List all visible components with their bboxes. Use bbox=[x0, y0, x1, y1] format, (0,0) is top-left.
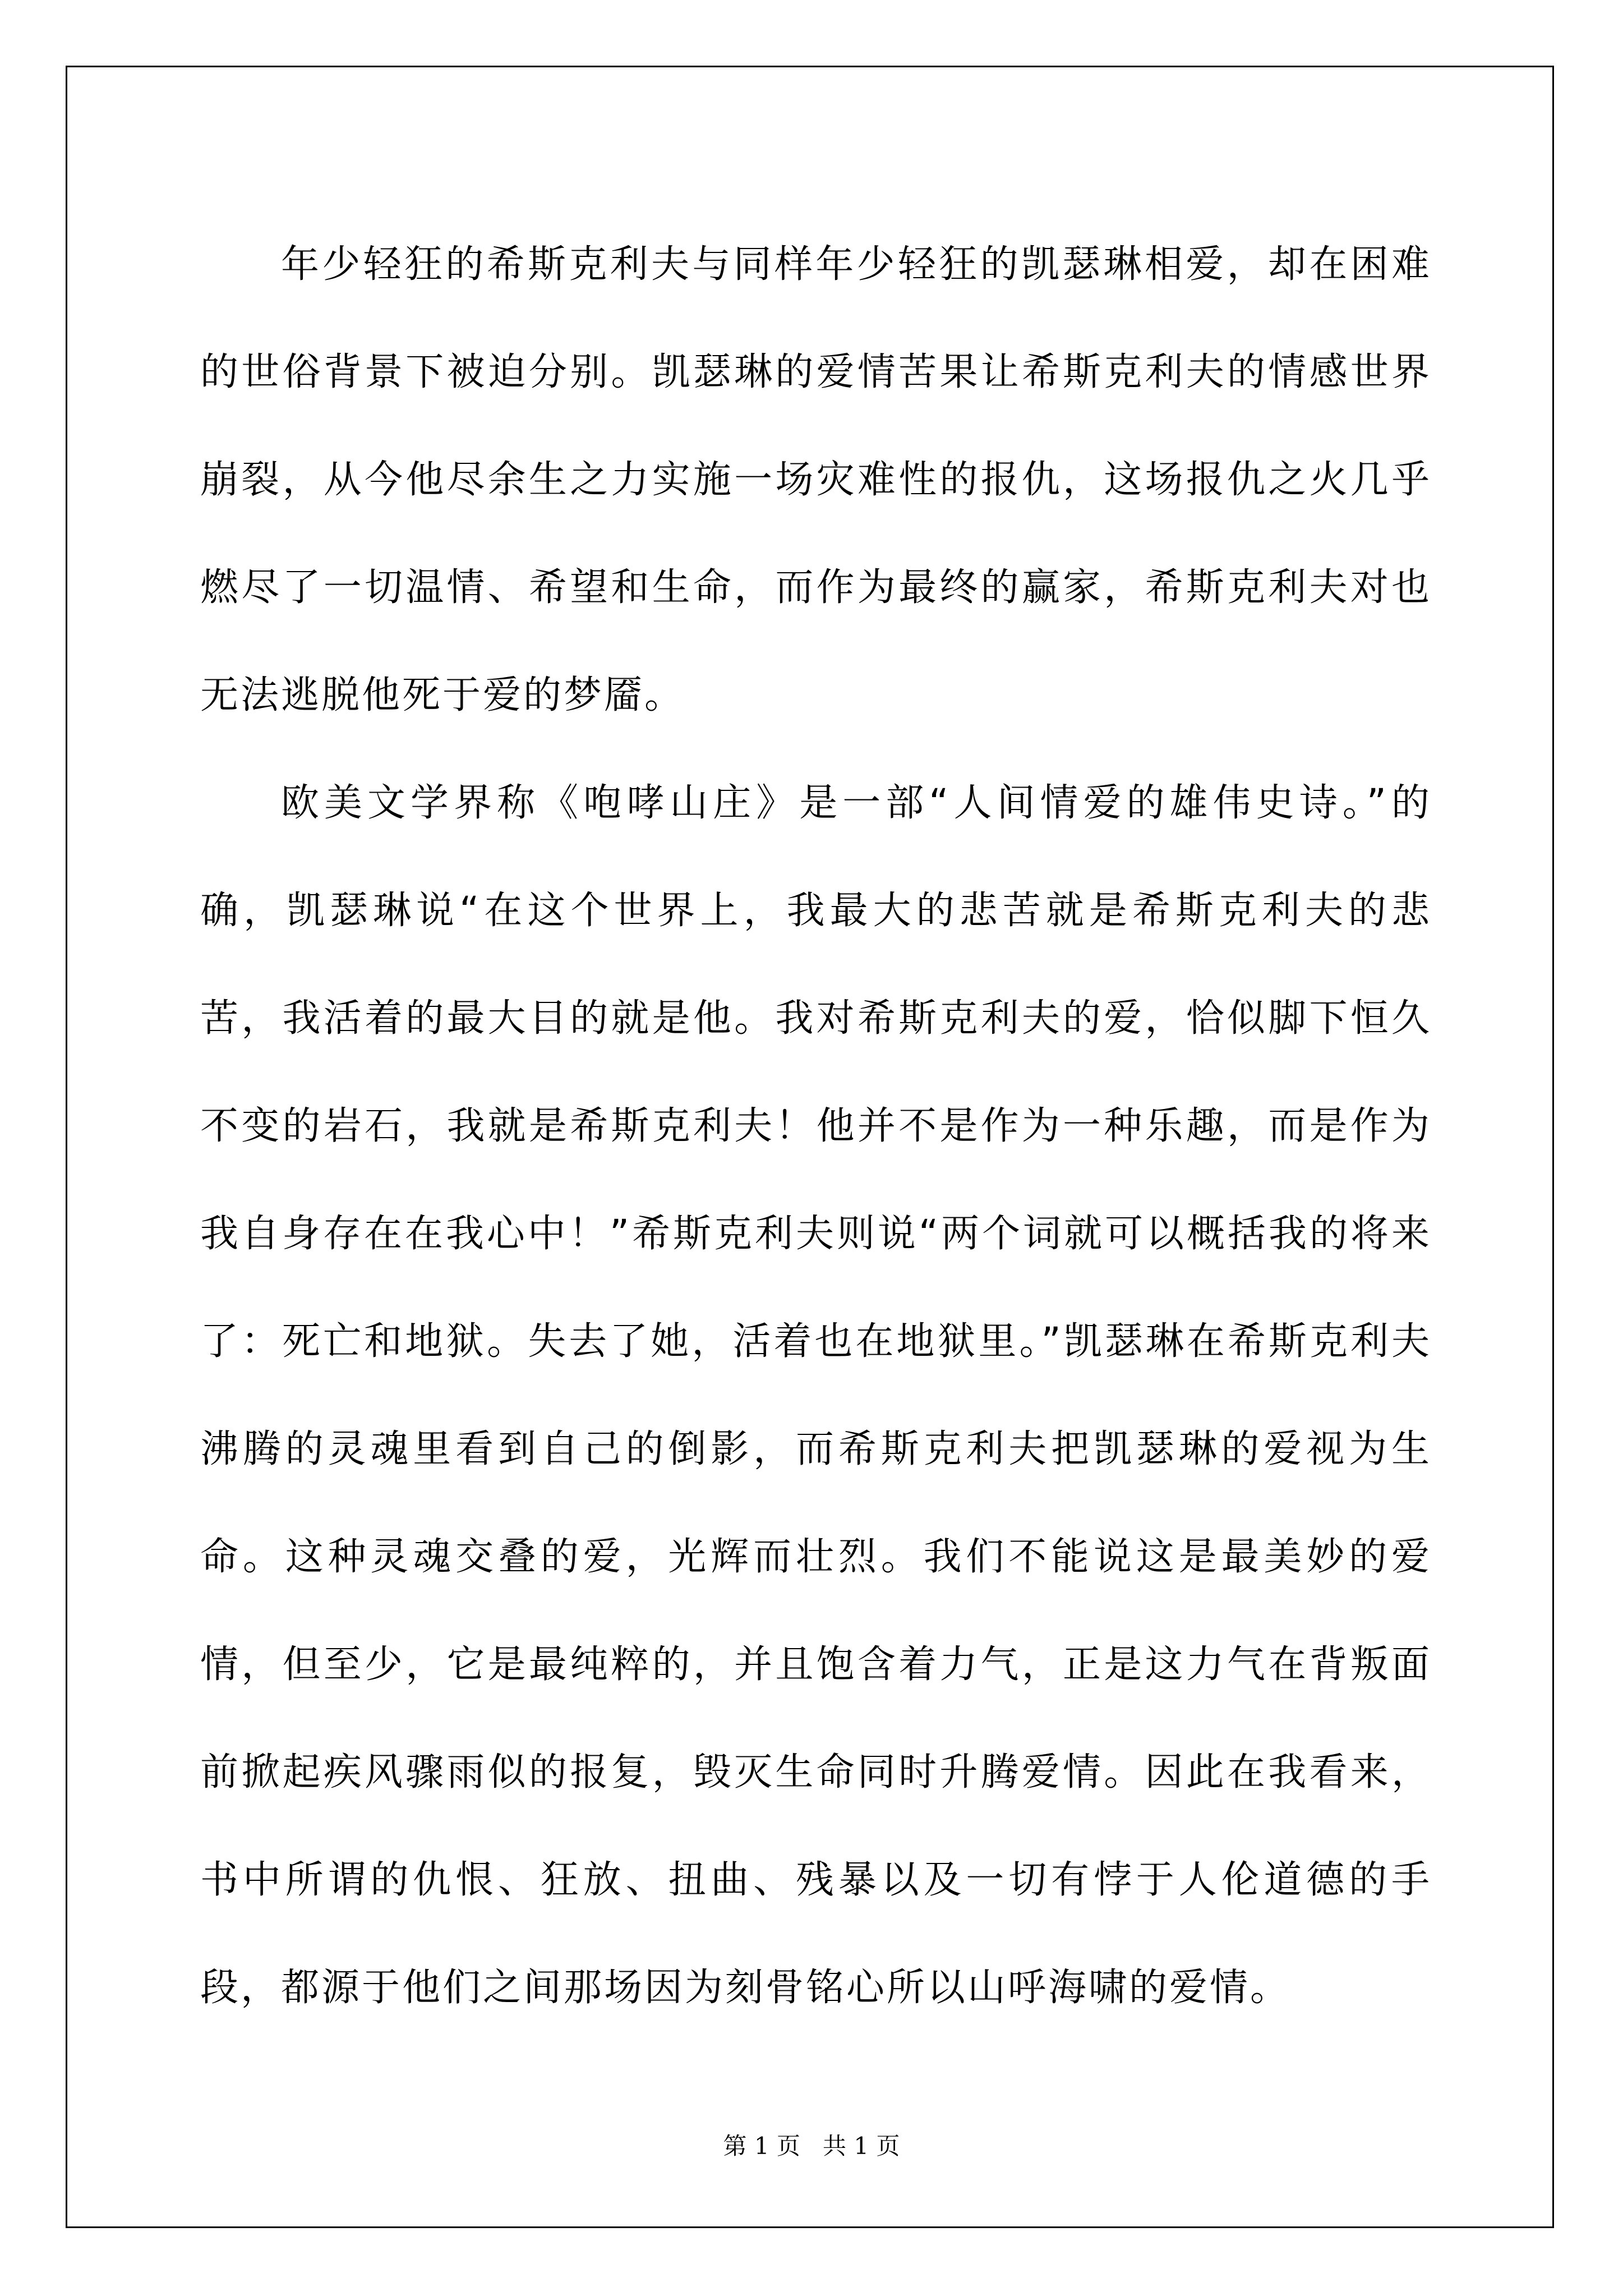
page-footer: 第 1 页 共 1 页 bbox=[723, 2132, 900, 2160]
paragraph-1: 年少轻狂的希斯克利夫与同样年少轻狂的凯瑟琳相爱，却在困难的世俗背景下被迫分别。凯瑟琳的爱情苦果让希斯克利夫的情感世界崩裂，从今他尽余生之力实施一场灾难性的报仇，这场报仇之火几乎燃尽了一切温情、希望和生命，而作为最终的赢家，希斯克利夫对也无法逃脱他死于爱的梦靥。 bbox=[200, 242, 1432, 717]
paragraph-2: 欧美文学界称《咆哮山庄》是一部“人间情爱的雄伟史诗。”的确，凯瑟琳说“在这个世界上，我最大的悲苦就是希斯克利夫的悲苦，我活着的最大目的就是他。我对希斯克利夫的爱，恰似脚下恒久不变的岩石，我就是希斯克利夫！他并不是作为一种乐趣，而是作为我自身存在在我心中！”希斯克利夫则说“两个词就可以概括我的将来了：死亡和地狱。失去了她，活着也在地狱里。”凯瑟琳在希斯克利夫沸腾的灵魂里看到自己的倒影，而希斯克利夫把凯瑟琳的爱视为生命。这种灵魂交叠的爱，光辉而壮烈。我们不能说这是最美妙的爱情，但至少，它是最纯粹的，并且饱含着力气，正是这力气在背叛面前掀起疾风骤雨似的报复，毁灭生命同时升腾爱情。因此在我看来，书中所谓的仇恨、狂放、扭曲、残暴以及一切有悖于人伦道德的手段，都源于他们之间那场因为刻骨铭心所以山呼海啸的爱情。 bbox=[200, 781, 1432, 2010]
body-text bbox=[200, 211, 1432, 2042]
